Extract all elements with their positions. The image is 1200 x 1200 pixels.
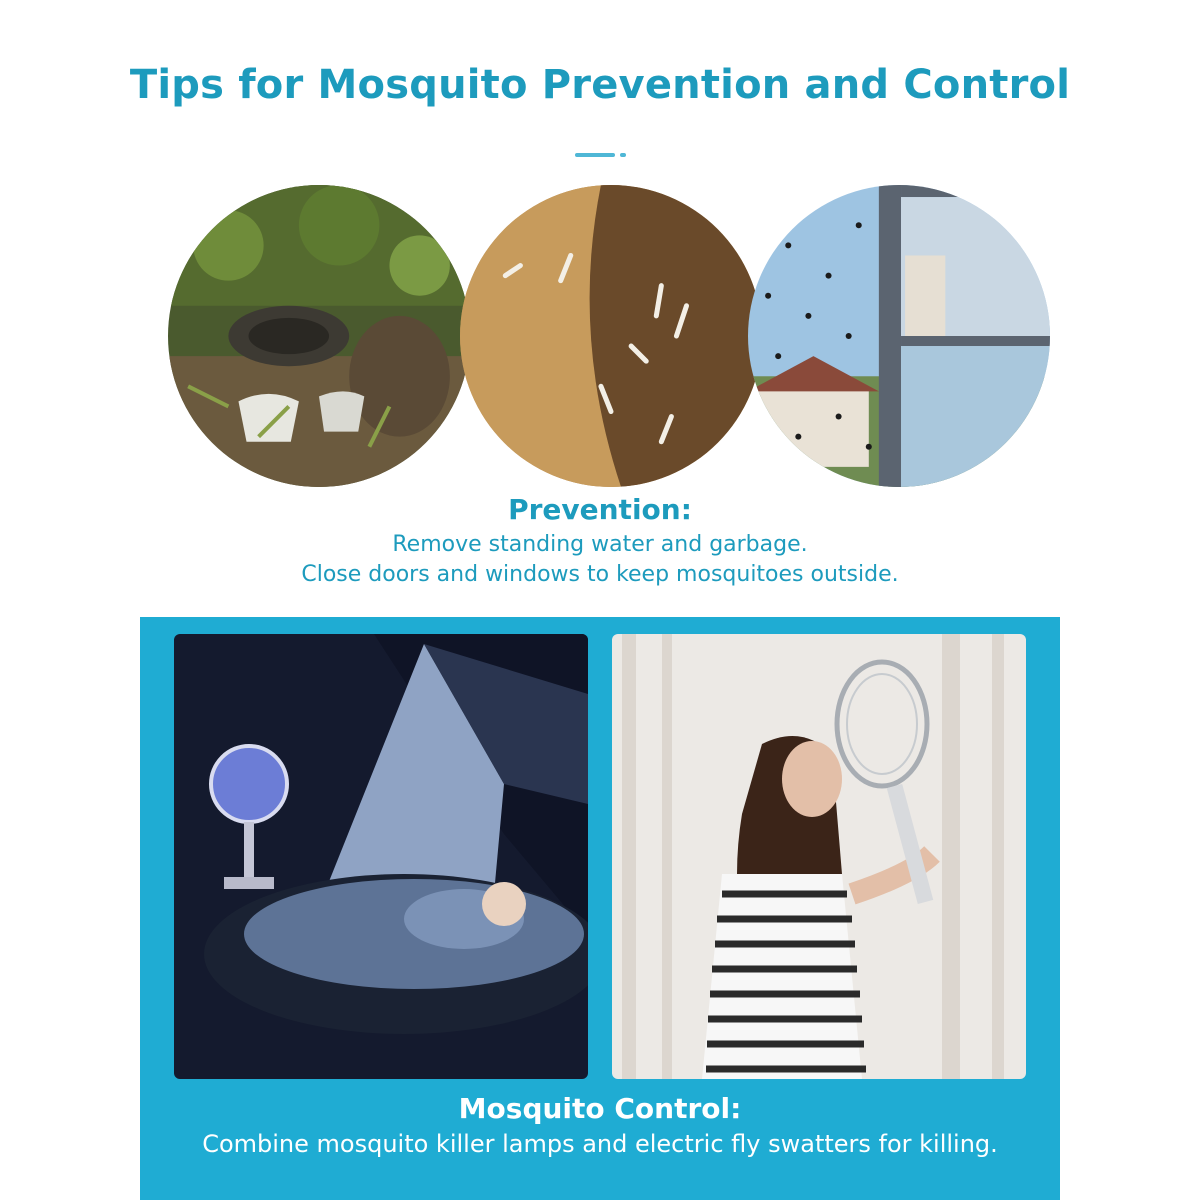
fly-swatter-photo bbox=[612, 634, 1026, 1079]
window-screen-photo bbox=[748, 185, 1050, 487]
title-divider bbox=[575, 153, 615, 157]
control-line: Combine mosquito killer lamps and electric fly swatters for killing. bbox=[202, 1130, 998, 1158]
baby-crib-photo bbox=[174, 634, 588, 1079]
garbage-photo bbox=[168, 185, 470, 487]
prevention-line-1: Remove standing water and garbage. bbox=[392, 532, 808, 557]
larvae-photo bbox=[460, 185, 762, 487]
title-divider-dot bbox=[620, 153, 626, 157]
prevention-heading: Prevention: bbox=[508, 493, 692, 526]
prevention-line-2: Close doors and windows to keep mosquitoes outside. bbox=[301, 562, 899, 587]
page-title: Tips for Mosquito Prevention and Control bbox=[129, 62, 1071, 108]
control-heading: Mosquito Control: bbox=[458, 1092, 742, 1125]
